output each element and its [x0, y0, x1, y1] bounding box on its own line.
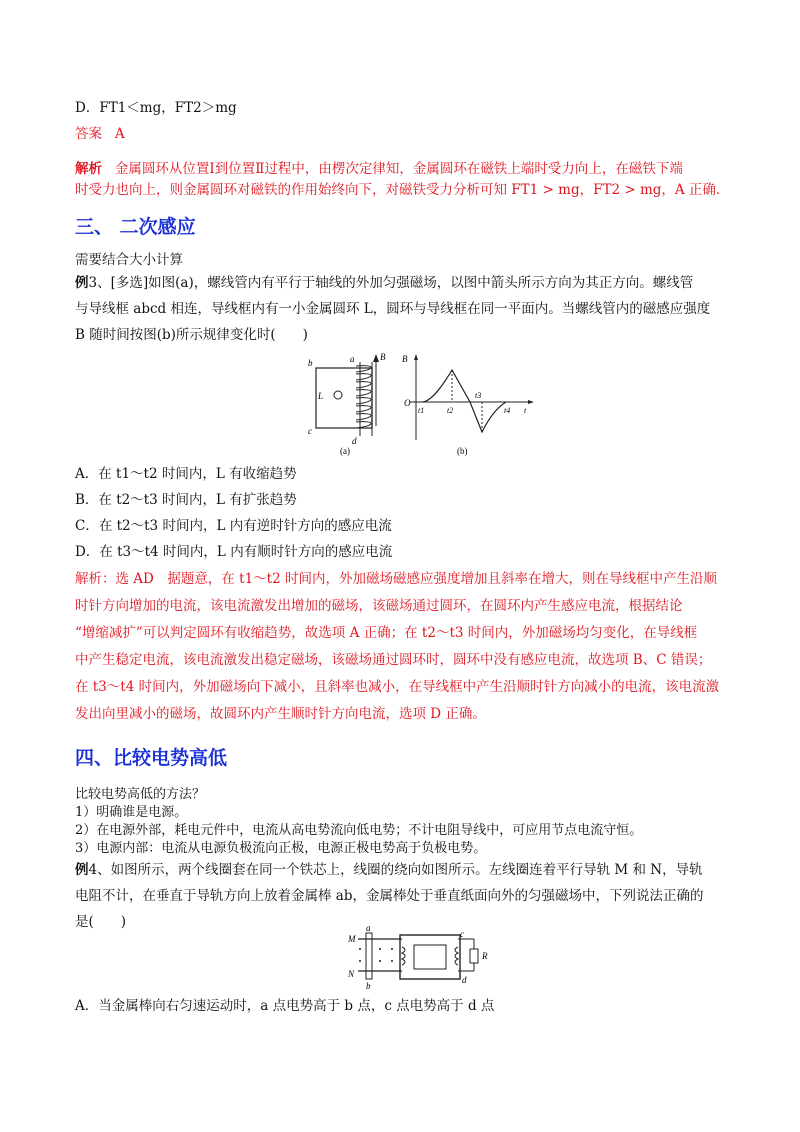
method-2: 2）在电源外部，耗电元件中，电流从高电势流向低电势；不计电阻导线中，可应用节点电流守恒。	[75, 823, 643, 838]
section-heading-4: 四、比较电势高低	[75, 747, 228, 769]
label-O: O	[404, 398, 411, 408]
solution-line-2: 时针方向增加的电流，该电流激发出增加的磁场，该磁场通过圆环，在圆环内产生感应电流，根据结论	[75, 598, 683, 614]
section-heading-3: 三、 二次感应	[75, 216, 196, 238]
example-3-line-3: B 随时间按图(b)所示规律变化时( )	[75, 327, 308, 343]
solution-line-1: 解析：选 AD 据题意，在 t1～t2 时间内，外加磁场磁感应强度增加且斜率在增大，则在导线框中产生沿顺	[75, 571, 717, 587]
label-t1: t1	[418, 406, 425, 415]
label-d: d	[352, 436, 357, 446]
label-a: a	[350, 354, 355, 364]
label-t4: t4	[504, 406, 511, 415]
answer-value: A	[114, 126, 125, 142]
example-3-line-2: 与导线框 abcd 相连，导线框内有一小金属圆环 L，圆环与导线框在同一平面内。当螺线管内的磁感应强度	[75, 301, 711, 317]
option-d: D．在 t3～t4 时间内，L 内有顺时针方向的感应电流	[75, 544, 393, 560]
method-question: 比较电势高低的方法？	[75, 787, 206, 802]
label-b4: b	[366, 981, 371, 991]
label-c: c	[308, 426, 312, 436]
example-4-option-a: A．当金属棒向右匀速运动时，a 点电势高于 b 点，c 点电势高于 d 点	[75, 998, 495, 1014]
label-B-a: B	[380, 352, 386, 362]
analysis-label: 解析	[75, 161, 102, 177]
caption-a: (a)	[340, 446, 350, 456]
label-t3: t3	[475, 391, 482, 400]
method-1: 1）明确谁是电源。	[75, 805, 188, 820]
label-c4: c	[460, 929, 464, 939]
label-B-b: B	[402, 354, 408, 364]
label-t2: t2	[447, 406, 454, 415]
label-b: b	[308, 358, 313, 368]
example-4-line-1: 例4、如图所示，两个线圈套在同一个铁芯上，线圈的绕向如图所示。左线圈连着平行导轨 M 和 N，导轨	[75, 862, 703, 878]
prev-option-d: D．FT1＜mg，FT2＞mg	[75, 100, 237, 116]
example-3-line-1: 例3、[多选]如图(a)，螺线管内有平行于轴线的外加匀强磁场，以图中箭头所示方向为其正方向。螺线管	[75, 275, 694, 291]
solution-line-5: 在 t3～t4 时间内，外加磁场向下减小，且斜率也减小，在导线框中产生沿顺时针方向减小的电流，该电流激	[75, 679, 720, 695]
label-d4: d	[462, 975, 467, 985]
option-c: C．在 t2～t3 时间内，L 内有逆时针方向的感应电流	[75, 518, 392, 534]
figure-b	[402, 354, 534, 456]
label-N: N	[348, 969, 355, 979]
option-a: A．在 t1～t2 时间内，L 有收缩趋势	[75, 466, 297, 482]
figure-a	[308, 352, 386, 456]
label-L: L	[318, 391, 324, 401]
example-4-line-2: 电阻不计，在垂直于导轨方向上放着金属棒 ab，金属棒处于垂直纸面向外的匀强磁场中，下列说法正确的	[75, 888, 704, 904]
label-t: t	[524, 406, 527, 415]
solution-line-6: 发出向里减小的磁场，故圆环内产生顺时针方向电流，选项 D 正确。	[75, 706, 486, 722]
caption-b: (b)	[457, 446, 468, 456]
option-b: B．在 t2～t3 时间内，L 有扩张趋势	[75, 492, 297, 508]
need-calc-note: 需要结合大小计算	[75, 252, 183, 268]
figure-3-diagrams	[300, 350, 540, 460]
answer-line	[75, 124, 125, 144]
analysis-line-1: 解析 金属圆环从位置Ⅰ到位置Ⅱ过程中，由楞次定律知，金属圆环在磁铁上端时受力向上，在磁铁下端	[75, 161, 683, 177]
figure-4-diagram	[340, 925, 500, 993]
solution-line-4: 中产生稳定电流，该电流激发出稳定磁场，该磁场通过圆环时，圆环中没有感应电流，故选项 B、C 错误；	[75, 652, 712, 668]
solution-line-3: “增缩减扩”可以判定圆环有收缩趋势，故选项 A 正确；在 t2～t3 时间内，外加磁场均匀变化，在导线框	[75, 625, 698, 641]
example-4-line-3: 是( )	[75, 914, 127, 930]
label-M: M	[348, 934, 356, 944]
method-3: 3）电源内部：电流从电源负极流向正极，电源正极电势高于负极电势。	[75, 841, 487, 856]
answer-label: 答案	[75, 126, 102, 142]
label-a4: a	[366, 925, 371, 933]
label-R: R	[482, 951, 488, 961]
analysis-line-2: 时受力也向上，则金属圆环对磁铁的作用始终向下，对磁铁受力分析可知 FT1 > mg，FT2 > mg，A 正确．	[75, 182, 730, 198]
